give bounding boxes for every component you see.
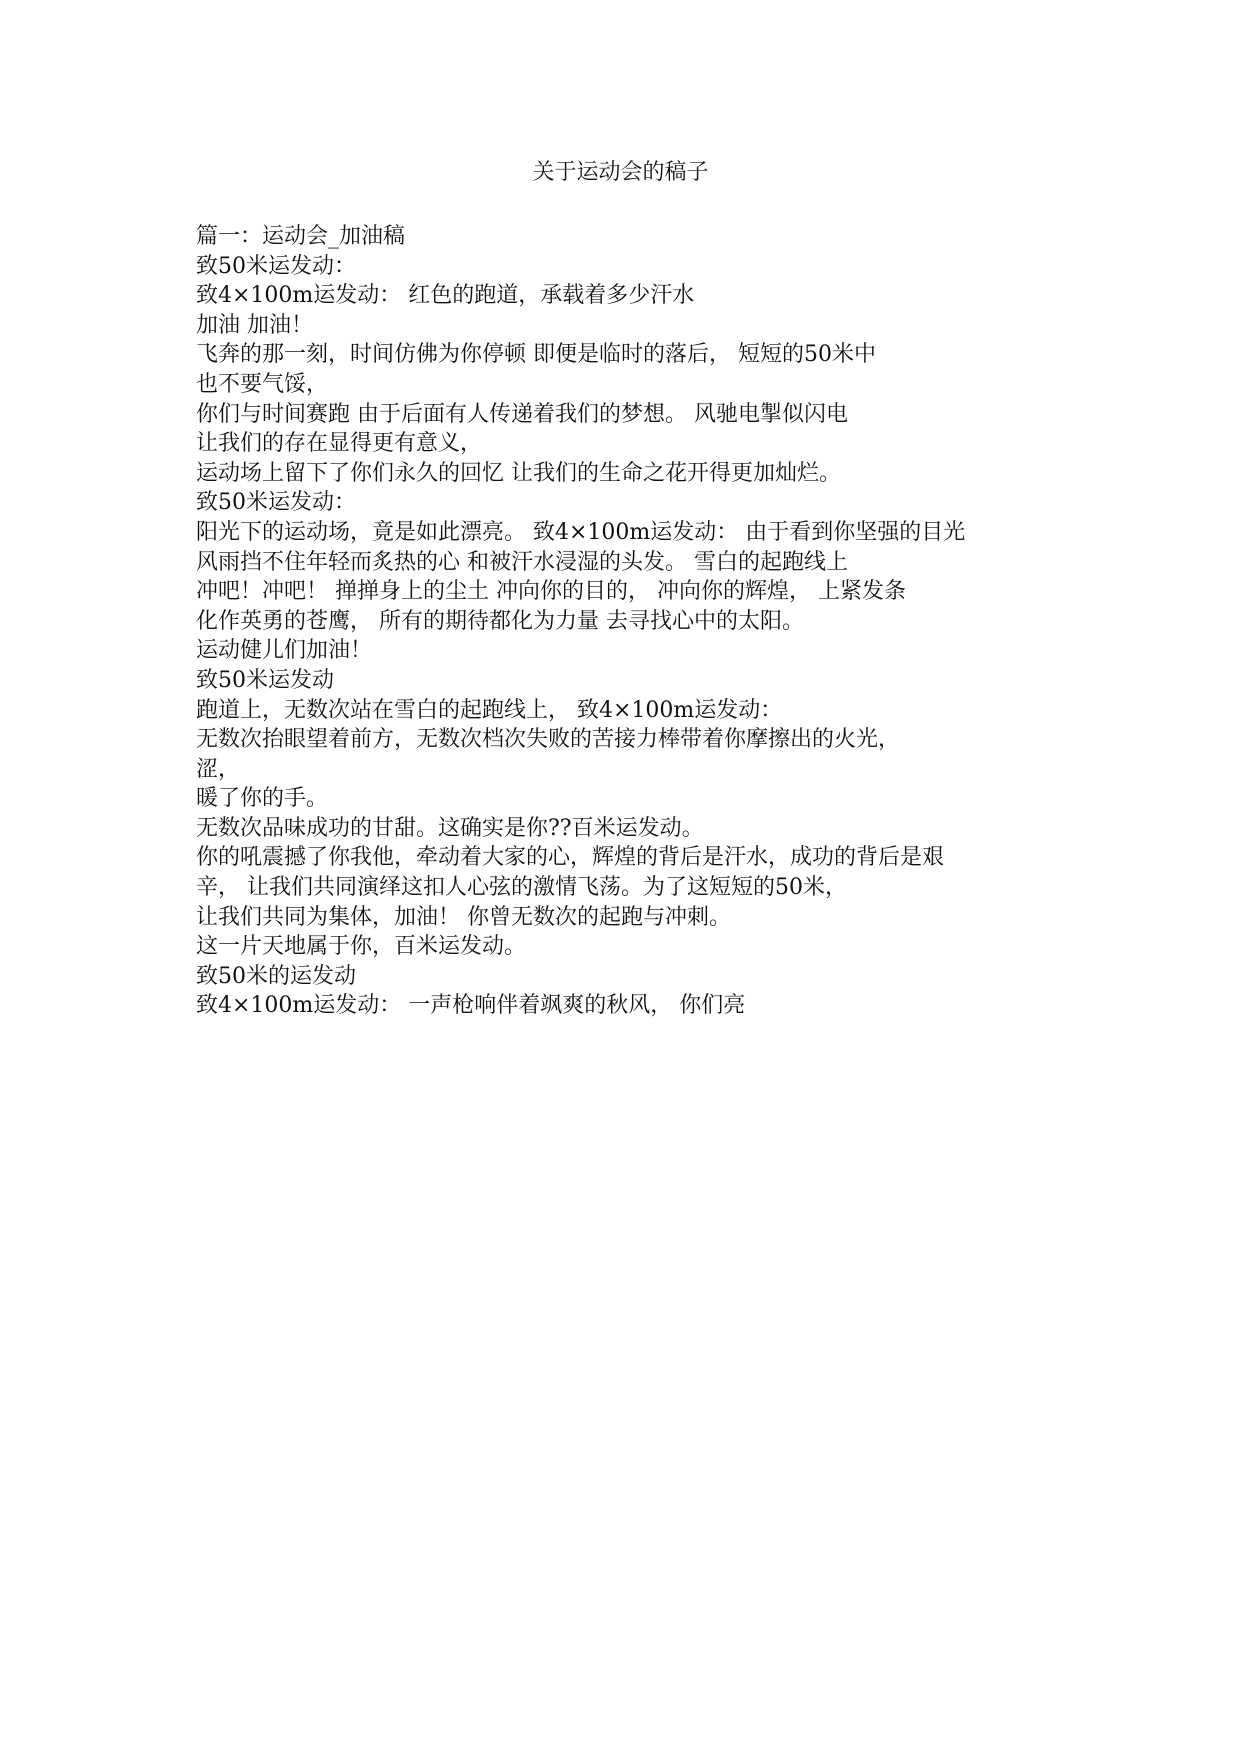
body-line: 无数次抬眼望着前方，无数次档次失败的苦接力棒带着你摩擦出的火光， <box>196 727 901 753</box>
body-line: 也不要气馁， <box>196 371 329 397</box>
body-line: 致4×100m运发动： 一声枪响伴着飒爽的秋风， 你们亮 <box>196 993 746 1019</box>
body-line: 你的吼震撼了你我他，牵动着大家的心，辉煌的背后是汗水，成功的背后是艰 <box>196 845 945 871</box>
body-line: 化作英勇的苍鹰， 所有的期待都化为力量 去寻找心中的太阳。 <box>196 608 804 634</box>
body-line: 这一片天地属于你，百米运发动。 <box>196 934 527 960</box>
body-line: 致50米运发动： <box>196 253 356 279</box>
document-body <box>196 222 1076 1021</box>
body-line: 让我们共同为集体，加油！ 你曾无数次的起跑与冲刺。 <box>196 904 731 930</box>
body-line: 暖了你的手。 <box>196 786 329 812</box>
body-line: 致50米运发动： <box>196 490 356 516</box>
body-line: 无数次品味成功的甘甜。这确实是你??百米运发动。 <box>196 815 704 841</box>
body-line: 篇一：运动会_加油稿 <box>196 224 406 249</box>
document-title: 关于运动会的稿子 <box>532 160 709 185</box>
body-line: 你们与时间赛跑 由于后面有人传递着我们的梦想。 风驰电掣似闪电 <box>196 401 848 427</box>
body-line: 跑道上，无数次站在雪白的起跑线上， 致4×100m运发动： <box>196 697 783 723</box>
body-line: 致50米的运发动 <box>196 963 356 989</box>
body-line: 运动场上留下了你们永久的回忆 让我们的生命之花开得更加灿烂。 <box>196 460 841 486</box>
body-line: 风雨挡不住年轻而炙热的心 和被汗水浸湿的头发。 雪白的起跑线上 <box>196 549 848 575</box>
body-line: 让我们的存在显得更有意义， <box>196 431 483 457</box>
body-line: 致4×100m运发动： 红色的跑道，承载着多少汗水 <box>196 283 695 309</box>
body-line: 运动健儿们加油！ <box>196 638 373 664</box>
body-line: 阳光下的运动场，竟是如此漂亮。 致4×100m运发动： 由于看到你坚强的目光 <box>196 519 966 545</box>
body-line: 飞奔的那一刻，时间仿佛为你停顿 即便是临时的落后， 短短的50米中 <box>196 342 876 368</box>
body-line: 辛， 让我们共同演绎这扣人心弦的激情飞荡。为了这短短的50米， <box>196 875 847 901</box>
body-line: 涩， <box>196 756 241 782</box>
body-line: 致50米运发动 <box>196 667 334 693</box>
body-line: 冲吧！冲吧！ 掸掸身上的尘土 冲向你的目的， 冲向你的辉煌， 上紧发条 <box>196 579 906 605</box>
body-line: 加油 加油！ <box>196 312 313 338</box>
